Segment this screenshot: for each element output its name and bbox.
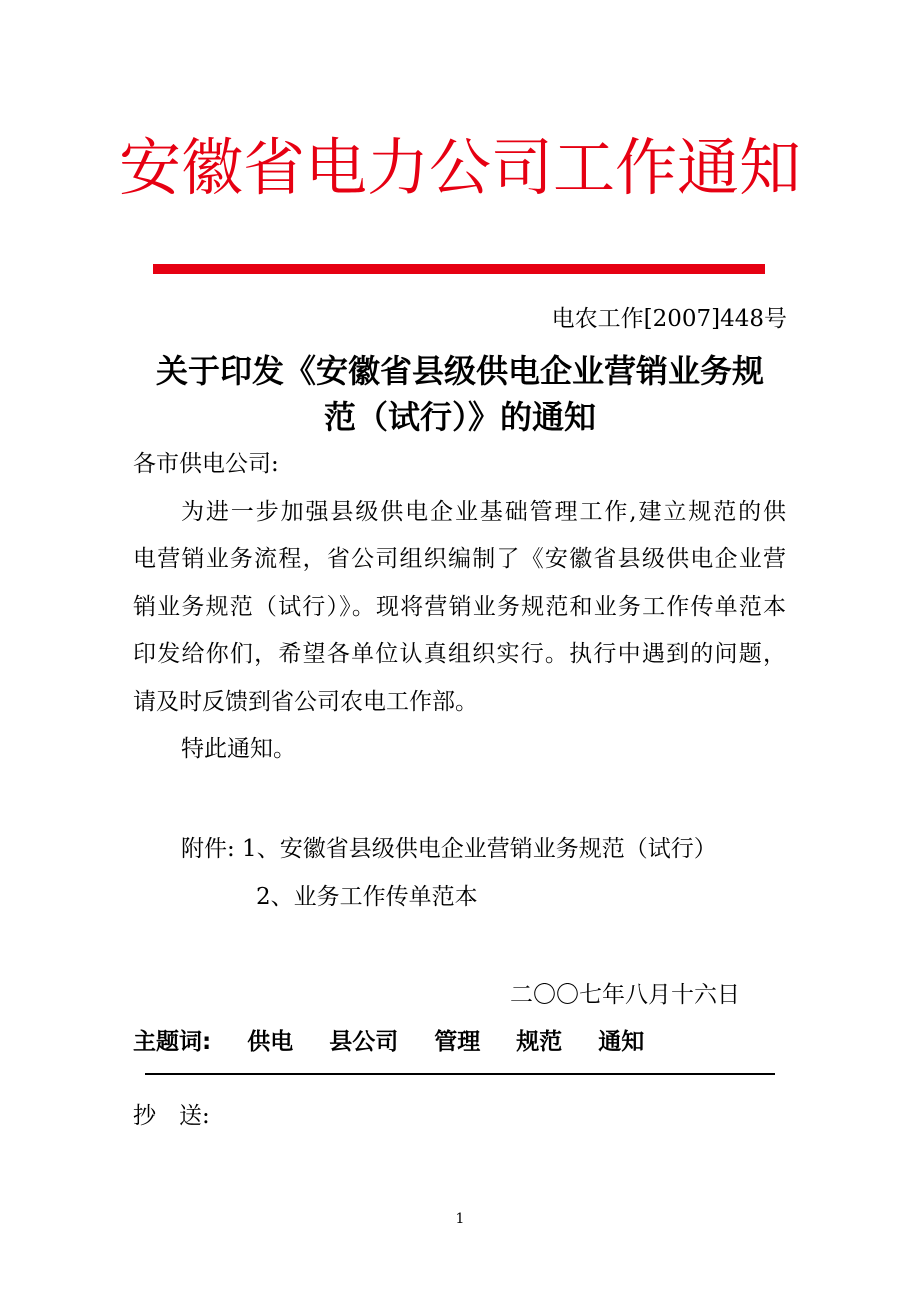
keyword: 通知 [598, 1029, 645, 1055]
document-title-line-1: 关于印发《安徽省县级供电企业营销业务规 [155, 352, 764, 390]
keyword: 县公司 [329, 1029, 399, 1055]
document-title-line-2: 范（试行）》的通知 [323, 398, 596, 436]
subject-keywords [133, 1026, 672, 1058]
keyword: 管理 [434, 1029, 481, 1055]
issue-date: 二〇〇七年八月十六日 [510, 982, 740, 1008]
paragraph-line: 印发给你们，希望各单位认真组织实行。执行中遇到的问题， [133, 641, 786, 667]
paragraph-line: 销业务规范（试行）》。现将营销业务规范和业务工作传单范本 [133, 594, 786, 620]
document-number: 电农工作[2007]448号 [551, 306, 787, 332]
attachment-1: 附件: 1、安徽省县级供电企业营销业务规范（试行） [181, 836, 717, 862]
org-title: 安徽省电力公司工作通知 [118, 131, 801, 204]
page-number: 1 [455, 1211, 465, 1227]
red-divider [153, 264, 765, 274]
keyword: 供电 [247, 1029, 294, 1055]
keyword: 规范 [516, 1029, 563, 1055]
keywords-label: 主题词: [133, 1029, 212, 1055]
paragraph-line: 为进一步加强县级供电企业基础管理工作,建立规范的供 [181, 499, 786, 525]
attachment-2: 2、业务工作传单范本 [256, 884, 478, 910]
paragraph-line: 请及时反馈到省公司农电工作部。 [133, 689, 478, 715]
salutation: 各市供电公司: [133, 451, 279, 477]
cc-label: 抄 送: [133, 1103, 210, 1129]
closing-remark: 特此通知。 [181, 736, 296, 762]
paragraph-line: 电营销业务流程，省公司组织编制了《安徽省县级供电企业营 [133, 546, 786, 572]
keywords-divider [145, 1073, 775, 1075]
